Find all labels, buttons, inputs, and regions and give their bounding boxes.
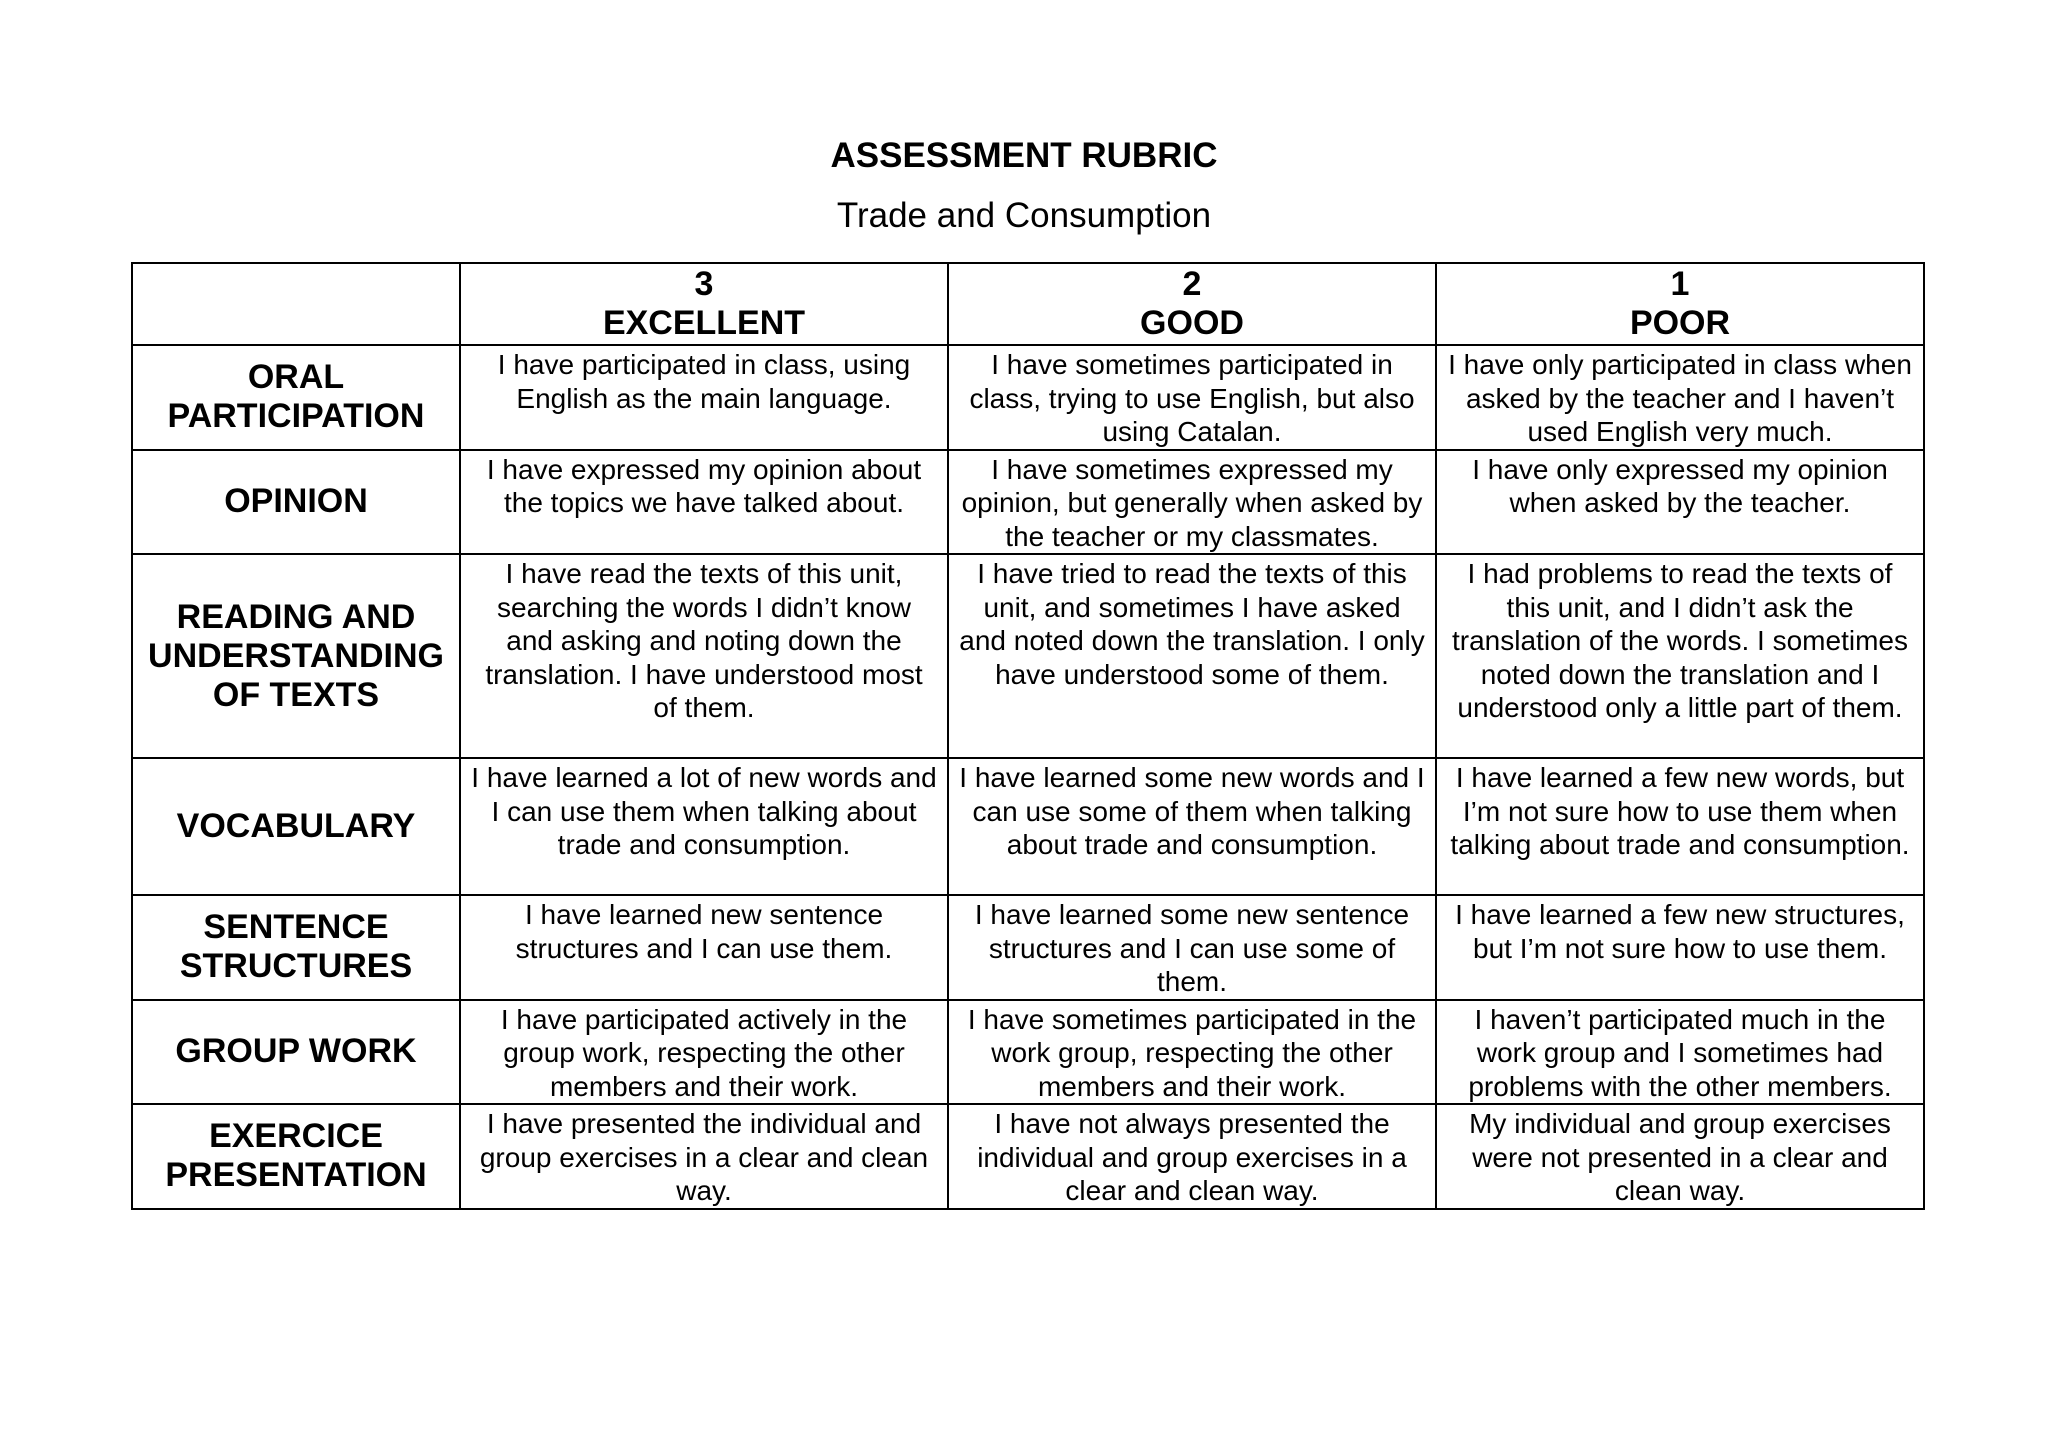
level-number: 2	[1182, 265, 1202, 303]
table-row	[132, 554, 1924, 758]
criterion-group-work: GROUP WORK	[132, 1000, 460, 1105]
description-good: I have sometimes participated in the work group, respecting the other members and their work.	[948, 1000, 1436, 1105]
level-label: POOR	[1629, 304, 1731, 342]
level-label: GOOD	[1140, 304, 1244, 342]
table-row	[132, 758, 1924, 895]
description-good: I have learned some new words and I can use some of them when talking about trade and consumption.	[948, 758, 1436, 895]
description-poor: My individual and group exercises were not presented in a clear and clean way.	[1436, 1104, 1924, 1209]
description-excellent: I have learned a lot of new words and I can use them when talking about trade and consumption.	[460, 758, 948, 895]
level-header-good	[948, 263, 1436, 345]
description-good: I have tried to read the texts of this unit, and sometimes I have asked and noted down the translation. I only have understood some of them.	[948, 554, 1436, 758]
description-poor: I have only expressed my opinion when asked by the teacher.	[1436, 450, 1924, 555]
description-poor: I have learned a few new structures, but I’m not sure how to use them.	[1436, 895, 1924, 1000]
description-poor: I have only participated in class when asked by the teacher and I haven’t used English very much.	[1436, 345, 1924, 450]
description-good: I have sometimes expressed my opinion, but generally when asked by the teacher or my classmates.	[948, 450, 1436, 555]
table-row	[132, 1000, 1924, 1105]
level-header-poor	[1436, 263, 1924, 345]
criterion-exercice-presentation: EXERCICE PRESENTATION	[132, 1104, 460, 1209]
description-good: I have sometimes participated in class, trying to use English, but also using Catalan.	[948, 345, 1436, 450]
level-label: EXCELLENT	[602, 304, 806, 342]
table-row	[132, 450, 1924, 555]
description-good: I have not always presented the individual and group exercises in a clear and clean way.	[948, 1104, 1436, 1209]
criterion-vocabulary: VOCABULARY	[132, 758, 460, 895]
header-corner-cell	[132, 263, 460, 345]
table-row	[132, 1104, 1924, 1209]
header-row	[132, 263, 1924, 345]
table-row	[132, 345, 1924, 450]
rubric-table	[131, 262, 1925, 1210]
criterion-opinion: OPINION	[132, 450, 460, 555]
description-excellent: I have expressed my opinion about the topics we have talked about.	[460, 450, 948, 555]
description-good: I have learned some new sentence structures and I can use some of them.	[948, 895, 1436, 1000]
description-excellent: I have participated in class, using English as the main language.	[460, 345, 948, 450]
criterion-reading-and-understanding: READING AND UNDERSTANDING OF TEXTS	[132, 554, 460, 758]
level-number: 3	[694, 265, 714, 303]
page-title: ASSESSMENT RUBRIC	[830, 136, 1218, 175]
level-header-excellent	[460, 263, 948, 345]
description-excellent: I have read the texts of this unit, searching the words I didn’t know and asking and noting down the translation. I have understood most of them.	[460, 554, 948, 758]
page-subtitle: Trade and Consumption	[836, 196, 1212, 235]
description-poor: I had problems to read the texts of this unit, and I didn’t ask the translation of the words. I sometimes noted down the translation and I understood only a little part of them.	[1436, 554, 1924, 758]
description-excellent: I have participated actively in the group work, respecting the other members and their work.	[460, 1000, 948, 1105]
description-excellent: I have learned new sentence structures and I can use them.	[460, 895, 948, 1000]
description-excellent: I have presented the individual and group exercises in a clear and clean way.	[460, 1104, 948, 1209]
description-poor: I haven’t participated much in the work group and I sometimes had problems with the other members.	[1436, 1000, 1924, 1105]
level-number: 1	[1670, 265, 1690, 303]
table-row	[132, 895, 1924, 1000]
criterion-sentence-structures: SENTENCE STRUCTURES	[132, 895, 460, 1000]
criterion-oral-participation: ORAL PARTICIPATION	[132, 345, 460, 450]
description-poor: I have learned a few new words, but I’m not sure how to use them when talking about trade and consumption.	[1436, 758, 1924, 895]
